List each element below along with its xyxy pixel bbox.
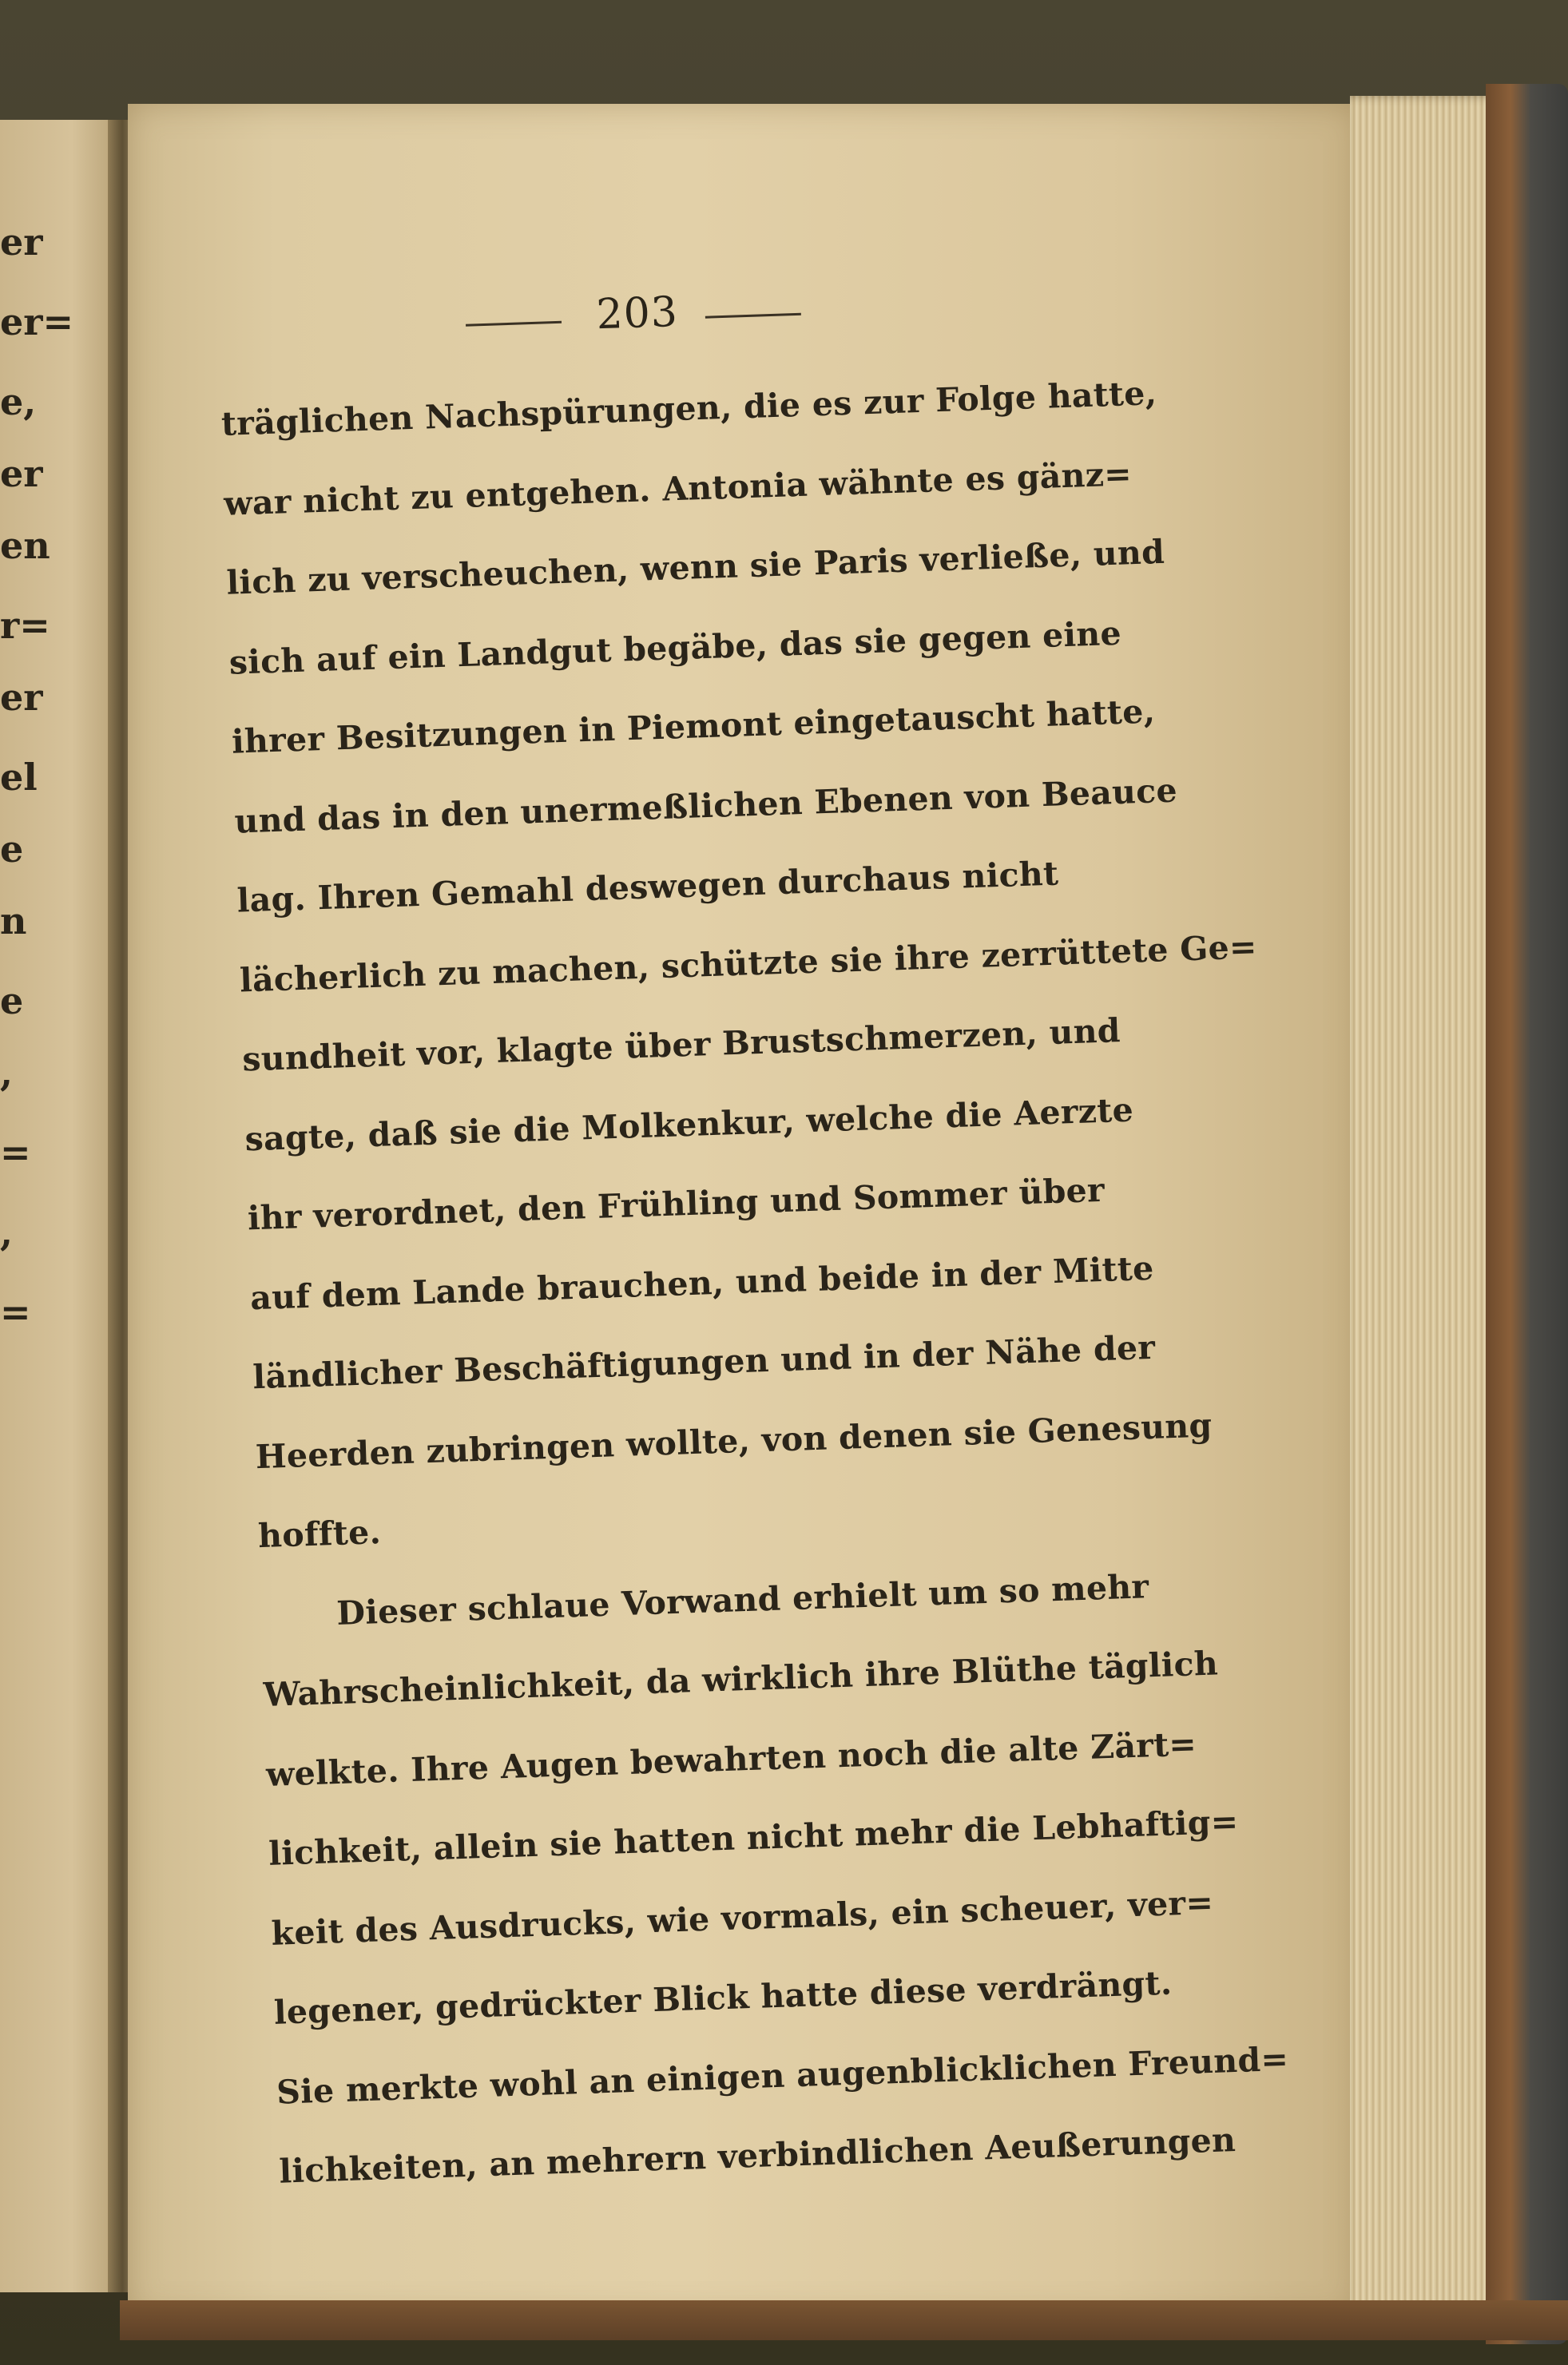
text-line: ländlicher Beschäftigungen und in der Nähe der (252, 1327, 1156, 1397)
book-cover-bottom (120, 2300, 1568, 2340)
text-line: Heerden zubringen wollte, von denen sie Genesung (255, 1405, 1213, 1476)
previous-page-text-fragment: , (0, 1051, 14, 1094)
page-number: 203 (595, 288, 679, 339)
text-line: hoffte. (257, 1513, 382, 1556)
previous-page-edge (0, 120, 120, 2292)
previous-page-text-fragment: en (0, 524, 50, 567)
text-line: Dieser schlaue Vorwand erhielt um so mehr (335, 1566, 1150, 1633)
text-line: sich auf ein Landgut begäbe, das sie gegen eine (228, 613, 1122, 682)
text-line: sundheit vor, klagte über Brustschmerzen, und (241, 1011, 1121, 1079)
previous-page-text-fragment: er (0, 676, 43, 719)
previous-page-text-fragment: = (0, 1291, 31, 1334)
text-line: lichkeit, allein sie hatten nicht mehr die Lebhaftig= (268, 1802, 1240, 1873)
header-rule-right (705, 313, 801, 319)
previous-page-text-fragment: n (0, 899, 27, 942)
text-line: Sie merkte wohl an einigen augenblicklichen Freund= (276, 2039, 1289, 2112)
text-line: lag. Ihren Gemahl deswegen durchaus nicht (236, 854, 1059, 920)
previous-page-text-fragment: el (0, 756, 38, 799)
running-header (465, 284, 810, 359)
header-rule-left (466, 321, 562, 327)
body-text (220, 354, 1289, 2212)
page-text-block (217, 273, 1289, 2212)
text-line: keit des Ausdrucks, wie vormals, ein scheuer, ver= (270, 1883, 1214, 1953)
previous-page-text-fragment: er= (0, 300, 74, 343)
text-line: lichkeiten, an mehrern verbindlichen Aeußerungen (278, 2121, 1237, 2191)
previous-page-text-fragment: , (0, 1211, 14, 1254)
text-line: und das in den unermeßlichen Ebenen von Beauce (233, 771, 1178, 841)
text-line: Wahrscheinlichkeit, da wirklich ihre Blüthe täglich (262, 1644, 1219, 1715)
previous-page-text-fragment: e (0, 827, 24, 871)
previous-page-text-fragment: e (0, 979, 24, 1022)
text-line: sagte, daß sie die Molkenkur, welche die Aerzte (244, 1090, 1134, 1158)
previous-page-text-fragment: = (0, 1131, 31, 1174)
text-line: legener, gedrückter Blick hatte diese verdrängt. (273, 1963, 1173, 2032)
text-line: auf dem Lande brauchen, und beide in der Mitte (249, 1248, 1155, 1317)
text-line: träglichen Nachspürungen, die es zur Folge hatte, (220, 374, 1157, 443)
previous-page-text-fragment: e, (0, 380, 37, 423)
text-line: lächerlich zu machen, schützte sie ihre zerrüttete Ge= (239, 927, 1258, 1000)
text-line: lich zu verscheuchen, wenn sie Paris verließe, und (225, 532, 1165, 602)
book-cover-edge (1486, 84, 1568, 2344)
previous-page-text-fragment: er (0, 220, 43, 264)
previous-page-text-fragment: r= (0, 604, 50, 647)
previous-page-text-fragment: er (0, 452, 43, 495)
text-line: ihrer Besitzungen in Piemont eingetauscht hatte, (231, 692, 1156, 761)
text-line: welkte. Ihre Augen bewahrten noch die alte Zärt= (265, 1724, 1197, 1794)
text-line: ihr verordnet, den Frühling und Sommer über (247, 1170, 1106, 1238)
text-line: war nicht zu entgehen. Antonia wähnte es gänz= (223, 454, 1133, 523)
